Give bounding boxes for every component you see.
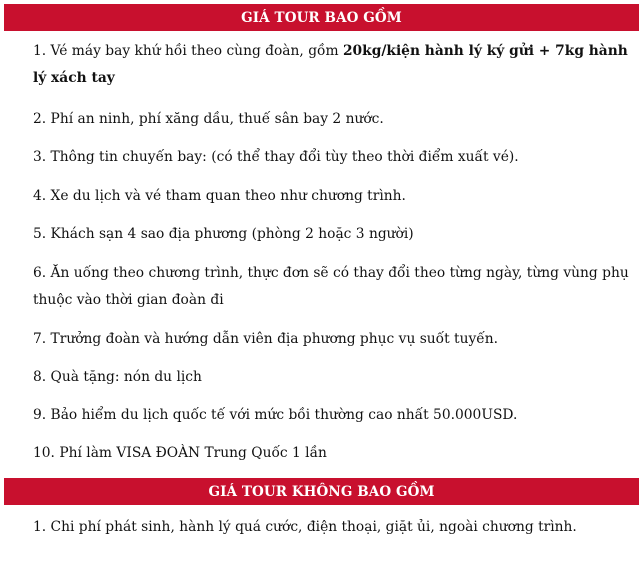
excluded-section-title: GIÁ TOUR KHÔNG BAO GỒM [208, 483, 435, 500]
included-section-header [4, 4, 639, 31]
included-item-10: 10. Phí làm VISA ĐOÀN Trung Quốc 1 lần [33, 445, 327, 461]
included-item-2: 2. Phí an ninh, phí xăng dầu, thuế sân bay 2 nước. [33, 111, 384, 127]
excluded-section-header [4, 478, 639, 505]
included-item-4: 4. Xe du lịch và vé tham quan theo như chương trình. [33, 188, 406, 204]
included-item-5: 5. Khách sạn 4 sao địa phương (phòng 2 hoặc 3 người) [33, 226, 414, 242]
included-item-1-text: 1. Vé máy bay khứ hồi theo cùng đoàn, gồm [33, 43, 343, 59]
included-item-7: 7. Trưởng đoàn và hướng dẫn viên địa phương phục vụ suốt tuyến. [33, 331, 499, 347]
included-item-3: 3. Thông tin chuyến bay: (có thể thay đổi tùy theo thời điểm xuất vé). [33, 149, 519, 165]
included-section-title: GIÁ TOUR BAO GỒM [241, 9, 402, 26]
included-item-9: 9. Bảo hiểm du lịch quốc tế với mức bồi thường cao nhất 50.000USD. [33, 407, 518, 423]
excluded-item-1: 1. Chi phí phát sinh, hành lý quá cước, điện thoại, giặt ủi, ngoài chương trình. [33, 519, 577, 535]
included-item-1-bold: 20kg/kiện hành lý ký gửi + 7kg hành lý xách tay [33, 43, 628, 86]
included-item-1 [33, 38, 633, 92]
included-item-6: 6. Ăn uống theo chương trình, thực đơn sẽ có thay đổi theo từng ngày, từng vùng phụ thuộc vào thời gian đoàn đi [33, 265, 629, 308]
included-item-8: 8. Quà tặng: nón du lịch [33, 369, 202, 385]
